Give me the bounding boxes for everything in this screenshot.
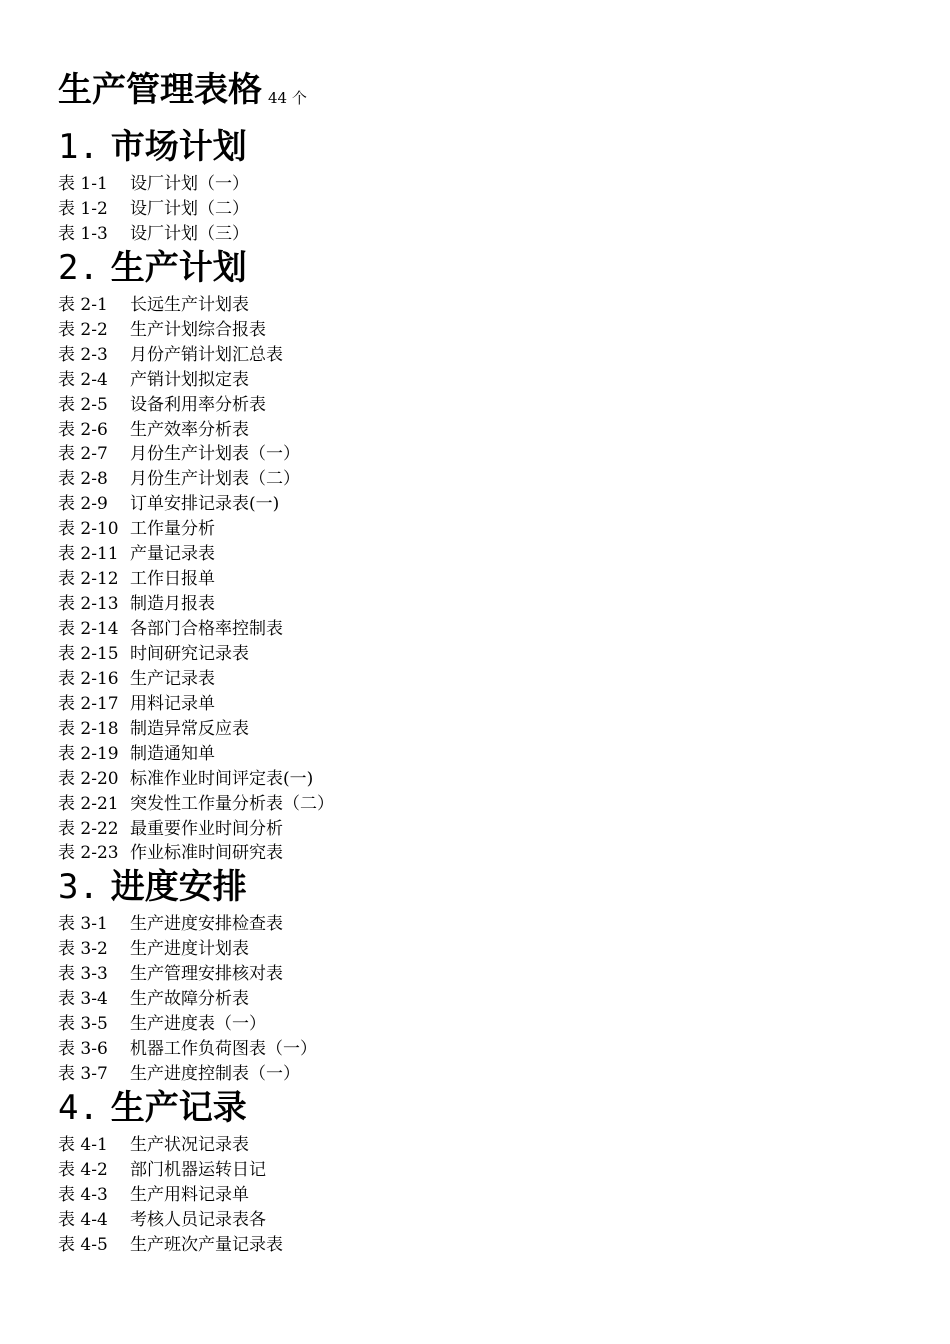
table-code: 表 2-13 — [58, 594, 119, 615]
list-item — [58, 1158, 950, 1183]
document-count: 44 个 — [268, 89, 307, 107]
table-name: 月份产销计划汇总表 — [130, 344, 283, 365]
table-name: 用料记录单 — [130, 693, 215, 714]
table-code: 表 2-21 — [58, 793, 119, 814]
list-item — [58, 517, 950, 542]
table-name: 考核人员记录表各 — [130, 1209, 266, 1230]
document-title — [58, 68, 950, 120]
table-name: 作业标准时间研究表 — [130, 843, 283, 864]
table-code: 表 2-23 — [58, 843, 119, 864]
table-name: 生产进度控制表（一） — [130, 1064, 300, 1084]
list-item — [58, 393, 950, 418]
table-name: 生产管理安排核对表 — [130, 964, 283, 985]
table-code: 表 2-9 — [58, 494, 108, 515]
list-item — [58, 742, 950, 767]
table-code: 表 4-3 — [58, 1184, 108, 1205]
list-item — [58, 617, 950, 642]
list-item — [58, 1233, 950, 1258]
table-code: 表 2-4 — [58, 369, 108, 390]
list-item — [58, 418, 950, 443]
table-code: 表 3-5 — [58, 1014, 108, 1035]
table-code: 表 2-8 — [58, 469, 108, 490]
list-item — [58, 717, 950, 742]
list-item — [58, 1012, 950, 1037]
section-title: 生产计划 — [110, 247, 247, 288]
table-code: 表 3-3 — [58, 964, 108, 985]
list-item — [58, 987, 950, 1012]
table-list — [58, 1133, 950, 1258]
table-code: 表 2-22 — [58, 818, 119, 839]
section-number: 3. — [58, 867, 99, 908]
table-name: 生产记录表 — [130, 668, 215, 689]
table-name: 工作日报单 — [130, 569, 215, 590]
list-item — [58, 1183, 950, 1208]
section-title: 市场计划 — [110, 127, 247, 167]
table-code: 表 1-2 — [58, 198, 108, 219]
table-code: 表 3-1 — [58, 914, 108, 935]
table-name: 制造月报表 — [130, 594, 215, 615]
list-item — [58, 442, 950, 467]
table-name: 生产用料记录单 — [130, 1184, 249, 1205]
list-item — [58, 792, 950, 817]
list-item — [58, 1037, 950, 1062]
table-list — [58, 912, 950, 1087]
table-code: 表 2-2 — [58, 319, 108, 340]
section-heading — [58, 1087, 950, 1129]
table-code: 表 2-19 — [58, 743, 119, 764]
table-name: 月份生产计划表（二） — [130, 469, 300, 490]
section — [58, 126, 950, 247]
table-name: 最重要作业时间分析 — [130, 818, 283, 839]
list-item — [58, 592, 950, 617]
table-name: 突发性工作量分析表（二） — [130, 793, 334, 814]
table-name: 工作量分析 — [130, 519, 215, 540]
list-item — [58, 817, 950, 842]
table-code: 表 2-10 — [58, 519, 119, 540]
table-name: 生产进度表（一） — [130, 1014, 266, 1035]
table-name: 各部门合格率控制表 — [130, 619, 283, 639]
list-item — [58, 962, 950, 987]
document-title-text: 生产管理表格 — [58, 70, 262, 110]
table-code: 表 2-3 — [58, 344, 108, 365]
table-code: 表 2-7 — [58, 444, 108, 465]
table-name: 设厂计划（一） — [130, 174, 249, 194]
list-item — [58, 1133, 950, 1158]
section-heading — [58, 866, 950, 908]
table-code: 表 4-4 — [58, 1209, 108, 1230]
list-item — [58, 293, 950, 318]
list-item — [58, 642, 950, 667]
table-name: 生产故障分析表 — [130, 989, 249, 1010]
table-list — [58, 172, 950, 247]
table-name: 制造通知单 — [130, 743, 215, 764]
list-item — [58, 1062, 950, 1087]
section-number: 1. — [58, 127, 99, 167]
section — [58, 247, 950, 867]
table-list — [58, 293, 950, 867]
table-code: 表 2-17 — [58, 693, 119, 714]
table-name: 产量记录表 — [130, 544, 215, 565]
list-item — [58, 318, 950, 343]
list-item — [58, 767, 950, 792]
sections-container — [58, 126, 950, 1258]
section-heading — [58, 247, 950, 289]
table-name: 设厂计划（二） — [130, 198, 249, 219]
list-item — [58, 912, 950, 937]
list-item — [58, 343, 950, 368]
table-code: 表 2-12 — [58, 569, 119, 590]
section-heading — [58, 126, 950, 168]
table-code: 表 3-6 — [58, 1039, 108, 1060]
table-code: 表 3-4 — [58, 989, 108, 1010]
list-item — [58, 492, 950, 517]
table-code: 表 2-18 — [58, 718, 119, 739]
section-number: 4. — [58, 1087, 99, 1128]
table-code: 表 2-14 — [58, 619, 119, 639]
list-item — [58, 937, 950, 962]
list-item — [58, 567, 950, 592]
list-item — [58, 197, 950, 222]
table-code: 表 2-1 — [58, 294, 108, 315]
table-code: 表 2-15 — [58, 643, 119, 664]
section-title: 生产记录 — [110, 1087, 247, 1128]
list-item — [58, 1208, 950, 1233]
list-item — [58, 841, 950, 866]
table-name: 设备利用率分析表 — [130, 394, 266, 415]
table-code: 表 3-7 — [58, 1064, 108, 1084]
list-item — [58, 172, 950, 197]
list-item — [58, 542, 950, 567]
table-name: 生产状况记录表 — [130, 1134, 249, 1155]
table-name: 机器工作负荷图表（一） — [130, 1039, 317, 1060]
table-name: 设厂计划（三） — [130, 223, 249, 244]
table-code: 表 1-1 — [58, 174, 108, 194]
table-name: 时间研究记录表 — [130, 643, 249, 664]
section-title: 进度安排 — [110, 867, 247, 908]
list-item — [58, 692, 950, 717]
table-name: 生产班次产量记录表 — [130, 1234, 283, 1255]
table-code: 表 4-5 — [58, 1234, 108, 1255]
table-code: 表 4-1 — [58, 1134, 108, 1155]
list-item — [58, 222, 950, 247]
section — [58, 866, 950, 1087]
table-name: 部门机器运转日记 — [130, 1159, 266, 1180]
table-name: 生产进度安排检查表 — [130, 914, 283, 935]
table-code: 表 2-11 — [58, 544, 119, 565]
table-name: 产销计划拟定表 — [130, 369, 249, 390]
table-name: 月份生产计划表（一） — [130, 444, 300, 465]
table-name: 订单安排记录表(一) — [130, 494, 280, 515]
table-code: 表 2-6 — [58, 419, 108, 440]
table-code: 表 2-5 — [58, 394, 108, 415]
table-name: 长远生产计划表 — [130, 294, 249, 315]
section — [58, 1087, 950, 1258]
table-name: 标准作业时间评定表(一) — [130, 768, 314, 789]
table-code: 表 3-2 — [58, 939, 108, 960]
list-item — [58, 667, 950, 692]
table-code: 表 2-16 — [58, 668, 119, 689]
table-name: 生产进度计划表 — [130, 939, 249, 960]
table-name: 生产计划综合报表 — [130, 319, 266, 340]
table-name: 生产效率分析表 — [130, 419, 249, 440]
list-item — [58, 368, 950, 393]
table-code: 表 2-20 — [58, 768, 119, 789]
list-item — [58, 467, 950, 492]
section-number: 2. — [58, 247, 99, 288]
table-code: 表 4-2 — [58, 1159, 108, 1180]
table-name: 制造异常反应表 — [130, 718, 249, 739]
table-code: 表 1-3 — [58, 223, 108, 244]
